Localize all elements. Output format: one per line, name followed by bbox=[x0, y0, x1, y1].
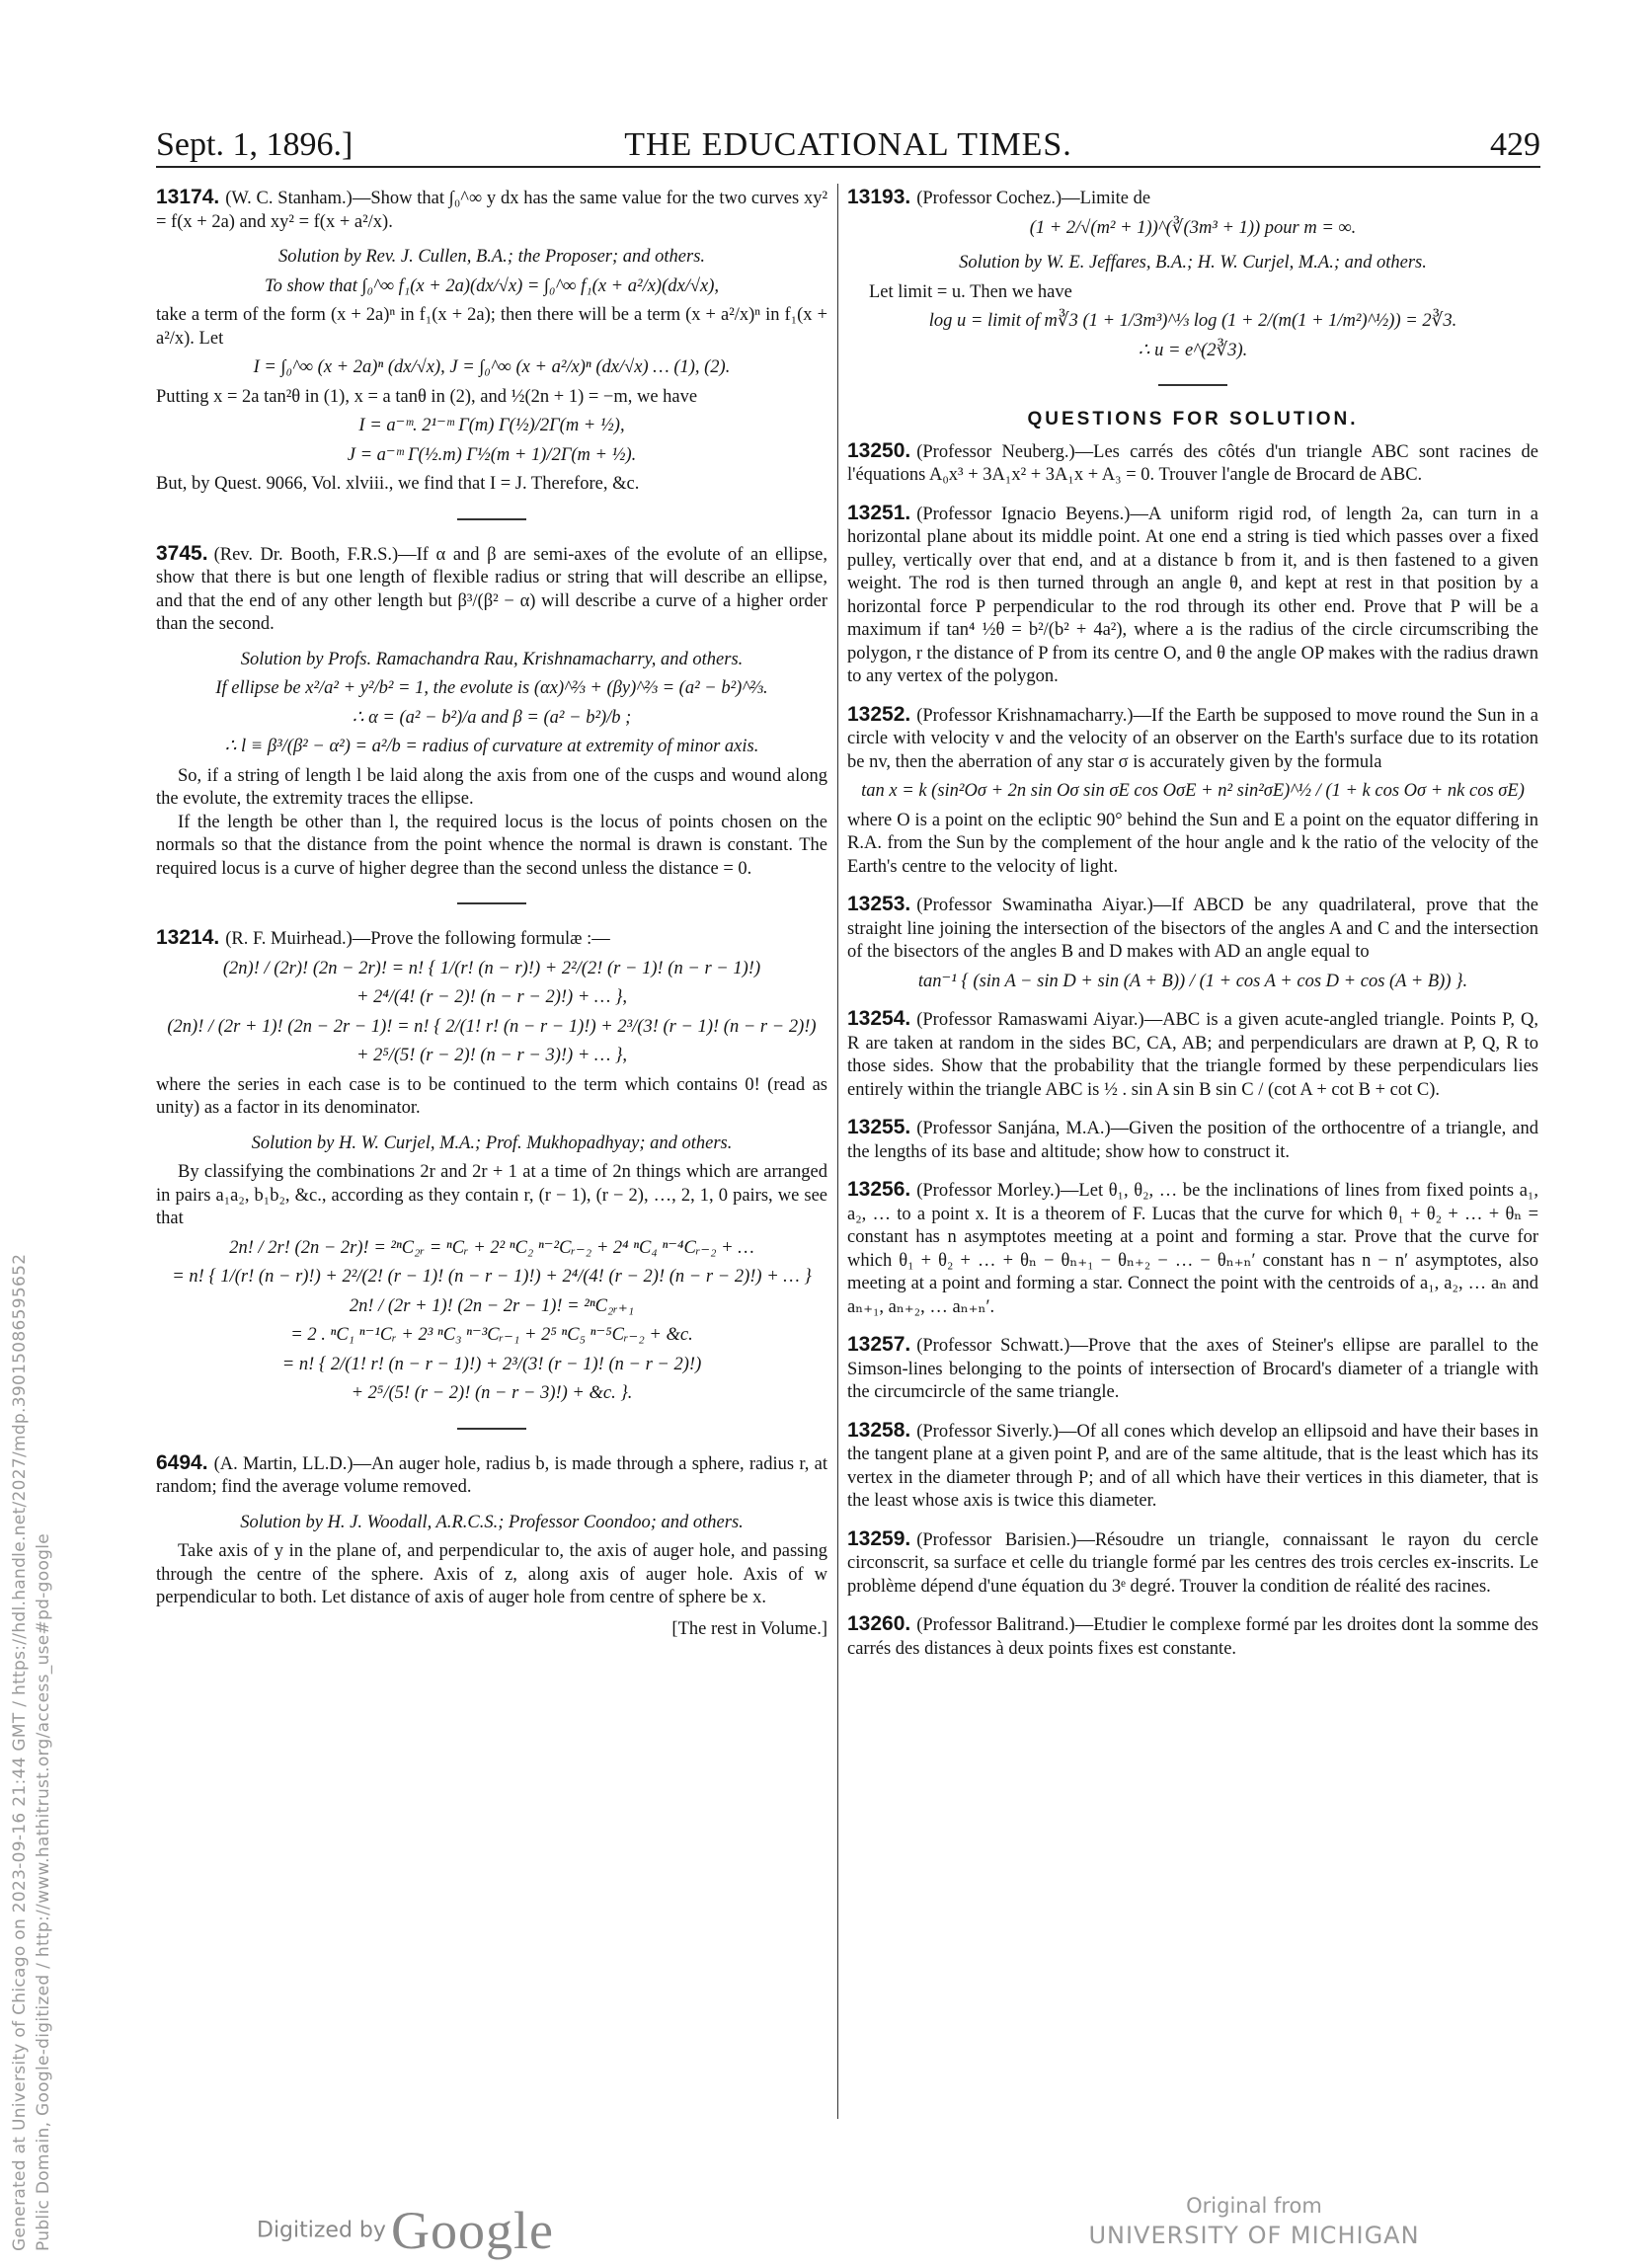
paragraph: where the series in each case is to be continued to the term which contains 0! (read as unity) as a factor in its denominator. bbox=[156, 1074, 827, 1118]
question-number: 13174. bbox=[156, 186, 220, 208]
question-text: (W. C. Stanham.)—Show that ∫₀^∞ y dx has the same value for the two curves xy² = f(x + 2a) and xy² = f(x + a²/x). bbox=[156, 189, 827, 232]
continuation-note: [The rest in Volume.] bbox=[671, 1618, 827, 1639]
digitized-label: Digitized by bbox=[257, 2218, 386, 2243]
right-column bbox=[847, 186, 1538, 1675]
question-number: 13250. bbox=[847, 438, 911, 462]
question-number: 6494. bbox=[156, 1450, 208, 1474]
question-number: 13255. bbox=[847, 1116, 911, 1138]
equation: = 2 . ⁿC₁ ⁿ⁻¹Cᵣ + 2³ ⁿC₃ ⁿ⁻³Cᵣ₋₁ + 2⁵ ⁿC₅ ⁿ⁻⁵Cᵣ₋₂ + &c. bbox=[290, 1325, 693, 1345]
paragraph: Let limit = u. Then we have bbox=[869, 281, 1072, 302]
question-13214 bbox=[156, 926, 827, 1406]
access-watermark bbox=[2, 948, 61, 2251]
question-13260 bbox=[847, 1612, 1538, 1661]
equation: 2n! / 2r! (2n − 2r)! = ²ⁿC₂ᵣ = ⁿCᵣ + 2² ⁿC₂ ⁿ⁻²Cᵣ₋₂ + 2⁴ ⁿC₄ ⁿ⁻⁴Cᵣ₋₂ + … bbox=[229, 1237, 754, 1258]
question-number: 13253. bbox=[847, 893, 911, 915]
paragraph: where O is a point on the ecliptic 90° behind the Sun and E a point on the equator differing in R.A. from the Sun by the complement of the hour angle and k the ratio of the velocity of the Earth's centre to the velocity of light. bbox=[847, 810, 1538, 877]
equation: ∴ l ≡ β³/(β² − α²) = a²/b = radius of curvature at extremity of minor axis. bbox=[224, 737, 759, 756]
solution-credit: Solution by W. E. Jeffares, B.A.; H. W. Curjel, M.A.; and others. bbox=[959, 253, 1427, 273]
question-text: (Professor Balitrand.)—Etudier le complexe formé par les droites dont la somme des carrés des distances à deux points fixes est constante. bbox=[847, 1615, 1538, 1659]
question-13251 bbox=[847, 502, 1538, 689]
left-column bbox=[156, 186, 827, 1663]
question-number: 13259. bbox=[847, 1526, 911, 1550]
question-number: 13258. bbox=[847, 1418, 911, 1442]
paragraph: Take axis of y in the plane of, and perpendicular to, the axis of auger hole, and passing through the centre of the sphere. Axis of z, along axis of auger hole. Axis of w perpendicular to both. Let distance of axis of auger hole from centre of sphere be x. bbox=[156, 1541, 827, 1607]
question-13174 bbox=[156, 186, 827, 497]
paragraph: So, if a string of length l be laid along the axis from one of the cusps and wound along the evolute, the extremity traces the ellipse. bbox=[156, 765, 827, 809]
question-13253 bbox=[847, 893, 1538, 993]
question-13193 bbox=[847, 186, 1538, 362]
equation: = n! { 2/(1! r! (n − r − 1)!) + 2³/(3! (r − 1)! (n − r − 2)!) bbox=[281, 1354, 702, 1374]
equation: ∴ u = e^(2∛3). bbox=[1138, 340, 1248, 360]
question-13255 bbox=[847, 1116, 1538, 1164]
equation: I = a⁻ᵐ. 2¹⁻ᵐ Γ(m) Γ(½)/2Γ(m + ½), bbox=[358, 416, 625, 435]
question-text: (Professor Sanjána, M.A.)—Given the position of the orthocentre of a triangle, and the lengths of its base and altitude; show how to construct it. bbox=[847, 1119, 1538, 1162]
equation: log u = limit of m∛3 (1 + 1/3m³)^⅓ log (1 + 2/(m(1 + 1/m²)^½)) = 2∛3. bbox=[928, 311, 1457, 331]
equation: To show that ∫₀^∞ f₁(x + 2a)(dx/√x) = ∫₀^∞ f₁(x + a²/x)(dx/√x), bbox=[264, 275, 720, 296]
question-text: (Professor Cochez.)—Limite de bbox=[916, 189, 1151, 208]
paragraph: Putting x = 2a tan²θ in (1), x = a tanθ in (2), and ½(2n + 1) = −m, we have bbox=[156, 386, 698, 407]
question-13259 bbox=[847, 1527, 1538, 1600]
question-text: (Professor Neuberg.)—Les carrés des côtés d'un triangle ABC sont racines de l'équations A₀x³ + 3A₁x² + 3A₁x + A₃ = 0. Trouver l'angle de Brocard de ABC. bbox=[847, 441, 1538, 485]
rule-divider bbox=[457, 1428, 526, 1430]
question-3745 bbox=[156, 542, 827, 882]
solution-credit: Solution by H. J. Woodall, A.R.C.S.; Professor Coondoo; and others. bbox=[240, 1512, 744, 1532]
question-text: (Professor Morley.)—Let θ₁, θ₂, … be the inclinations of lines from fixed points a₁, a₂, … to a point x. It is a theorem of F. Lucas that the curve for which θ₁ + θ₂ + … + θₙ = constant has n asymptotes meeting at a point and forming a star. Prove that the curve for which θ₁ + θ₂ + … + θₙ − θₙ₊₁ − θₙ₊₂ − … − θₙ₊ₙ′ constant has n − n′ asymptotes, also meeting at a point and forming a star. Connect the point with the centroids of a₁, a₂, … aₙ and aₙ₊₁, aₙ₊₂, … aₙ₊ₙ′. bbox=[847, 1181, 1538, 1317]
journal-title: THE EDUCATIONAL TIMES. bbox=[624, 126, 1072, 163]
rule-divider bbox=[1158, 384, 1227, 386]
equation: If ellipse be x²/a² + y²/b² = 1, the evolute is (αx)^⅔ + (βy)^⅔ = (a² − b²)^⅔. bbox=[215, 678, 768, 698]
equation: J = a⁻ᵐ Γ(½.m) Γ½(m + 1)/2Γ(m + ½). bbox=[347, 444, 637, 465]
watermark-generated-line: Generated at University of Chicago on 2023-09-16 21:44 GMT / https://hdl.handle.net/2027/mdp.39015086595652 bbox=[10, 1253, 30, 2251]
equation: = n! { 1/(r! (n − r)!) + 2²/(2! (r − 1)! (n − r − 1)!) + 2⁴/(4! (r − 2)! (n − r − 2)!) + … } bbox=[172, 1267, 812, 1287]
question-number: 13214. bbox=[156, 926, 220, 949]
questions-list bbox=[847, 439, 1538, 1662]
question-13250 bbox=[847, 439, 1538, 488]
question-number: 3745. bbox=[156, 541, 208, 565]
question-text: (Rev. Dr. Booth, F.R.S.)—If α and β are semi-axes of the evolute of an ellipse, show that there is but one length of flexible radius or string that will describe an ellipse, and that the end of any other length but β³/(β² − α) will describe a curve of a higher order than the second. bbox=[156, 544, 827, 634]
original-source bbox=[1066, 2194, 1442, 2249]
question-13256 bbox=[847, 1178, 1538, 1319]
paragraph: By classifying the combinations 2r and 2r + 1 at a time of 2n things which are arranged in pairs a₁a₂, b₁b₂, &c., according as they contain r, (r − 1), (r − 2), …, 2, 1, 0 pairs, we see that bbox=[156, 1162, 827, 1228]
question-number: 13254. bbox=[847, 1007, 911, 1030]
header-date: Sept. 1, 1896.] bbox=[156, 126, 354, 163]
original-from-label: Original from bbox=[1186, 2194, 1322, 2218]
equation: (2n)! / (2r)! (2n − 2r)! = n! { 1/(r! (n − r)!) + 2²/(2! (r − 1)! (n − r − 1)!) bbox=[222, 958, 761, 978]
solution-credit: Solution by Rev. J. Cullen, B.A.; the Proposer; and others. bbox=[277, 247, 706, 267]
question-number: 13260. bbox=[847, 1612, 911, 1635]
section-title: QUESTIONS FOR SOLUTION. bbox=[1027, 409, 1359, 430]
question-13252 bbox=[847, 703, 1538, 880]
column-divider bbox=[837, 184, 838, 2119]
question-6494 bbox=[156, 1451, 827, 1642]
equation: I = ∫₀^∞ (x + 2a)ⁿ (dx/√x), J = ∫₀^∞ (x + a²/x)ⁿ (dx/√x) … (1), (2). bbox=[253, 357, 731, 377]
question-number: 13252. bbox=[847, 702, 911, 726]
paragraph: take a term of the form (x + 2a)ⁿ in f₁(x + 2a); then there will be a term (x + a²/x)ⁿ in f₁(x + a²/x). Let bbox=[156, 305, 827, 349]
question-text: (Professor Siverly.)—Of all cones which develop an ellipsoid and have their bases in the tangent plane at a given point P, and are of the same altitude, that is the least which has its vertex in the diameter through P; and of all which have their vertices in this diameter, that is the least whose axis is twice this diameter. bbox=[847, 1421, 1538, 1511]
page-number: 429 bbox=[1490, 126, 1540, 163]
equation: tan x = k (sin²Oσ + 2n sin Oσ sin σE cos OσE + n² sin²σE)^½ / (1 + k cos Oσ + nk cos σE) bbox=[861, 781, 1525, 801]
equation: + 2⁵/(5! (r − 2)! (n − r − 3)!) + &c. }. bbox=[351, 1383, 633, 1403]
digitized-by-google bbox=[257, 2200, 554, 2261]
equation: tan⁻¹ { (sin A − sin D + sin (A + B)) / (1 + cos A + cos D + cos (A + B)) }. bbox=[917, 971, 1468, 991]
question-text: (Professor Krishnamacharry.)—If the Earth be supposed to move round the Sun in a circle with velocity v and the velocity of an observer on the Earth's surface due to its rotation be nv, then the aberration of any star σ is accurately given by the formula bbox=[847, 705, 1538, 772]
question-number: 13257. bbox=[847, 1333, 911, 1356]
university-label: UNIVERSITY OF MICHIGAN bbox=[1088, 2222, 1420, 2249]
solution-credit: Solution by H. W. Curjel, M.A.; Prof. Mukhopadhyay; and others. bbox=[251, 1133, 733, 1153]
google-logo: Google bbox=[391, 2201, 554, 2260]
question-number: 13251. bbox=[847, 501, 911, 524]
question-13257 bbox=[847, 1333, 1538, 1405]
solution-credit: Solution by Profs. Ramachandra Rau, Krishnamacharry, and others. bbox=[240, 649, 744, 669]
question-number: 13256. bbox=[847, 1178, 911, 1201]
rule-divider bbox=[457, 902, 526, 904]
question-text: (Professor Barisien.)—Résoudre un triangle, connaissant le rayon du cercle circonscrit, sa surface et celle du triangle formé par les centres des trois cercles ex-inscrits. Le problème dépend d'une équation du 3ᵉ degré. Trouver la condition de réalité des racines. bbox=[847, 1529, 1538, 1597]
question-text: (R. F. Muirhead.)—Prove the following formulæ :— bbox=[225, 929, 610, 949]
equation: ∴ α = (a² − b²)/a and β = (a² − b²)/b ; bbox=[352, 707, 632, 728]
equation: 2n! / (2r + 1)! (2n − 2r − 1)! = ²ⁿC₂ᵣ₊₁ bbox=[349, 1295, 635, 1316]
question-text: (Professor Schwatt.)—Prove that the axes of Steiner's ellipse are parallel to the Simson-lines belonging to the points of intersection of Brocard's diameter of a triangle with the circumcircle of the same triangle. bbox=[847, 1336, 1538, 1402]
question-number: 13193. bbox=[847, 186, 911, 208]
question-text: (Professor Ramaswami Aiyar.)—ABC is a given acute-angled triangle. Points P, Q, R are taken at random in the sides BC, CA, AB; and perpendiculars are drawn at P, Q, R to those sides. Show that the probability that the triangle formed by these perpendiculars lies entirely within the triangle ABC is ½ . sin A sin B sin C / (cot A + cot B + cot C). bbox=[847, 1010, 1538, 1100]
equation: (2n)! / (2r + 1)! (2n − 2r − 1)! = n! { 2/(1! r! (n − r − 1)!) + 2³/(3! (r − 1)! (n − r − 2)!) bbox=[167, 1016, 817, 1037]
paragraph: But, by Quest. 9066, Vol. xlviii., we find that I = J. Therefore, &c. bbox=[156, 474, 640, 494]
watermark-rights-line: Public Domain, Google-digitized / http://www.hathitrust.org/access_use#pd-google bbox=[34, 1532, 53, 2251]
question-text: (Professor Swaminatha Aiyar.)—If ABCD be any quadrilateral, prove that the straight line joining the intersection of the bisectors of the angles A and C and the intersection of the bisectors of the angles B and D makes with AD an angle equal to bbox=[847, 896, 1538, 962]
question-13258 bbox=[847, 1419, 1538, 1514]
equation: (1 + 2/√(m² + 1))^(∛(3m³ + 1)) pour m = ∞. bbox=[1029, 217, 1357, 238]
rule-divider bbox=[457, 518, 526, 520]
question-13254 bbox=[847, 1007, 1538, 1102]
question-text: (Professor Ignacio Beyens.)—A uniform rigid rod, of length 2a, can turn in a horizontal plane about its middle point. At one end a string is tied which passes over a fixed pulley, vertically over that end, and at a distance b from it, and is then fastened to a given weight. The rod is then turned through an angle θ, and kept at rest in that position by a horizontal force P perpendicular to the rod through its other end. Prove that P will be a maximum if tan⁴ ½θ = b²/(b² + 4a²), where a is the radius of the circle circumscribing the polygon, r the distance of P from its centre O, and θ the angle OP makes with the radius drawn to any vertex of the polygon. bbox=[847, 504, 1538, 686]
equation: + 2⁴/(4! (r − 2)! (n − r − 2)!) + … }, bbox=[355, 987, 628, 1007]
paragraph: If the length be other than l, the required locus is the locus of points chosen on the normals so that the distance from the point whence the normal is drawn is constant. The required locus is a curve of higher degree than the second unless the distance = 0. bbox=[156, 812, 827, 879]
page-header bbox=[156, 126, 1540, 168]
equation: + 2⁵/(5! (r − 2)! (n − r − 3)!) + … }, bbox=[355, 1046, 628, 1065]
question-text: (A. Martin, LL.D.)—An auger hole, radius b, is made through a sphere, radius r, at random; find the average volume removed. bbox=[156, 1453, 827, 1497]
